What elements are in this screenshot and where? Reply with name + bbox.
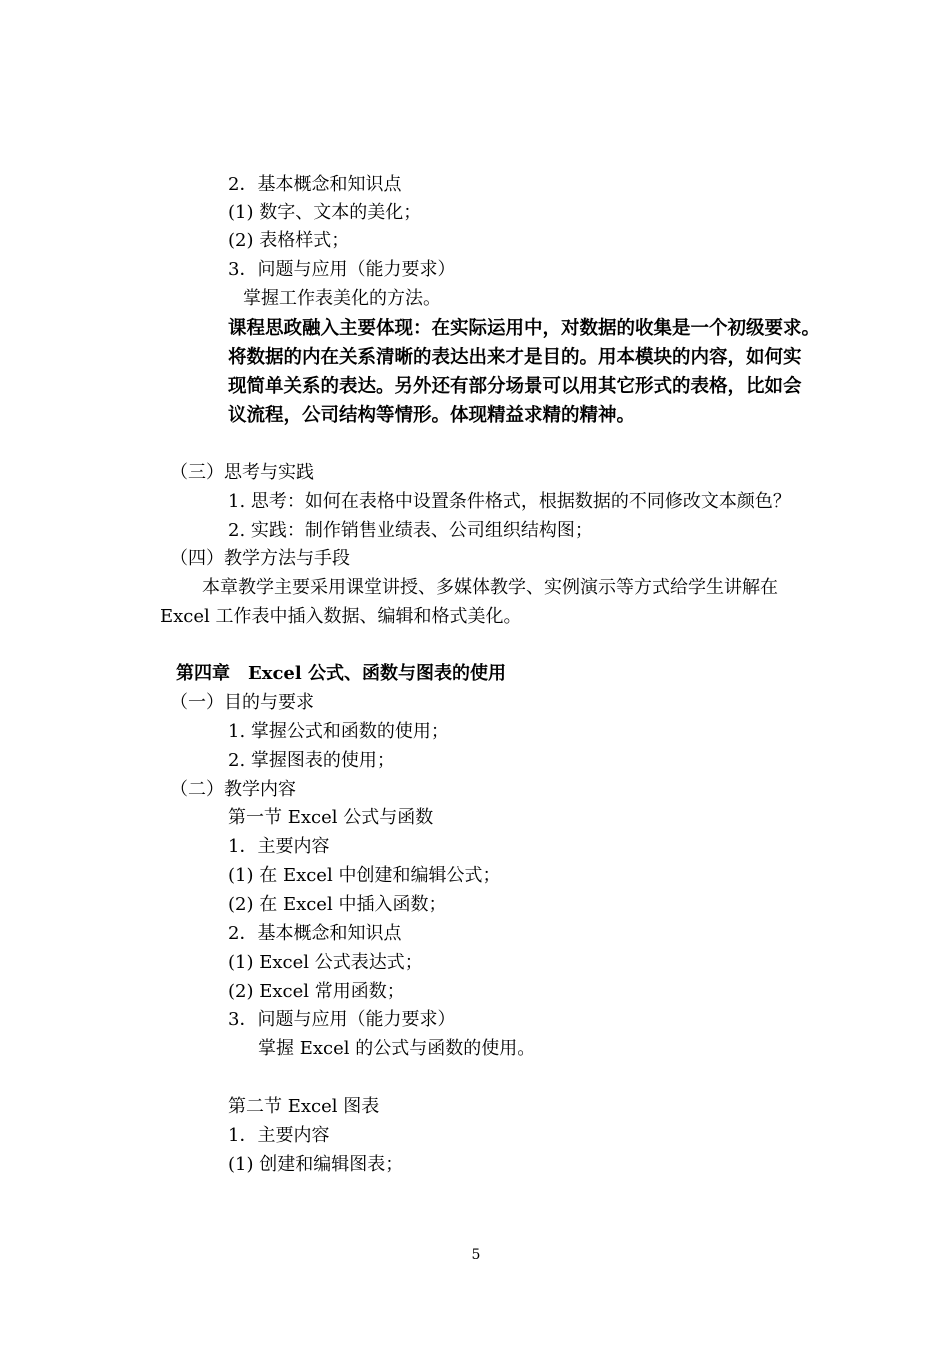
list-item: 1. 思考：如何在表格中设置条件格式，根据数据的不同修改文本颜色？: [228, 491, 791, 512]
paragraph: 掌握工作表美化的方法。: [243, 288, 441, 309]
subsection-heading: 第一节 Excel 公式与函数: [228, 807, 434, 828]
section-heading: （三）思考与实践: [170, 462, 314, 483]
chapter-title: 第四章 Excel 公式、函数与图表的使用: [176, 663, 506, 684]
paragraph: 掌握 Excel 的公式与函数的使用。: [258, 1038, 536, 1059]
list-item: (1) 创建和编辑图表；: [228, 1154, 404, 1175]
list-item: (2) Excel 常用函数；: [228, 981, 405, 1002]
ideology-paragraph-line: 现简单关系的表达。另外还有部分场景可以用其它形式的表格，比如会: [228, 376, 802, 397]
list-item: (2) 表格样式；: [228, 230, 350, 251]
ideology-paragraph-line: 课程思政融入主要体现：在实际运用中，对数据的收集是一个初级要求。: [228, 318, 821, 339]
list-heading: 1．主要内容: [228, 836, 330, 857]
list-item: (1) 数字、文本的美化；: [228, 202, 422, 223]
ideology-paragraph-line: 议流程，公司结构等情形。体现精益求精的精神。: [228, 405, 636, 426]
list-item: (1) 在 Excel 中创建和编辑公式；: [228, 865, 501, 886]
list-heading: 1．主要内容: [228, 1125, 330, 1146]
page-number: 5: [471, 1247, 481, 1263]
list-heading: 3．问题与应用（能力要求）: [228, 1009, 456, 1030]
list-item: 2. 掌握图表的使用；: [228, 750, 395, 771]
section-heading: （四）教学方法与手段: [170, 548, 350, 569]
section-heading: （二）教学内容: [170, 779, 296, 800]
paragraph: Excel 工作表中插入数据、编辑和格式美化。: [160, 606, 522, 627]
paragraph: 本章教学主要采用课堂讲授、多媒体教学、实例演示等方式给学生讲解在: [202, 577, 778, 598]
list-item: (1) Excel 公式表达式；: [228, 952, 423, 973]
ideology-paragraph-line: 将数据的内在关系清晰的表达出来才是目的。用本模块的内容，如何实: [228, 347, 802, 368]
list-item: 1. 掌握公式和函数的使用；: [228, 721, 449, 742]
subsection-heading: 第二节 Excel 图表: [228, 1096, 380, 1117]
list-item: (2) 在 Excel 中插入函数；: [228, 894, 447, 915]
heading-concepts: 2．基本概念和知识点: [228, 174, 402, 195]
list-item: 2. 实践：制作销售业绩表、公司组织结构图；: [228, 520, 593, 541]
heading-application: 3．问题与应用（能力要求）: [228, 259, 456, 280]
section-heading: （一）目的与要求: [170, 692, 314, 713]
list-heading: 2．基本概念和知识点: [228, 923, 402, 944]
